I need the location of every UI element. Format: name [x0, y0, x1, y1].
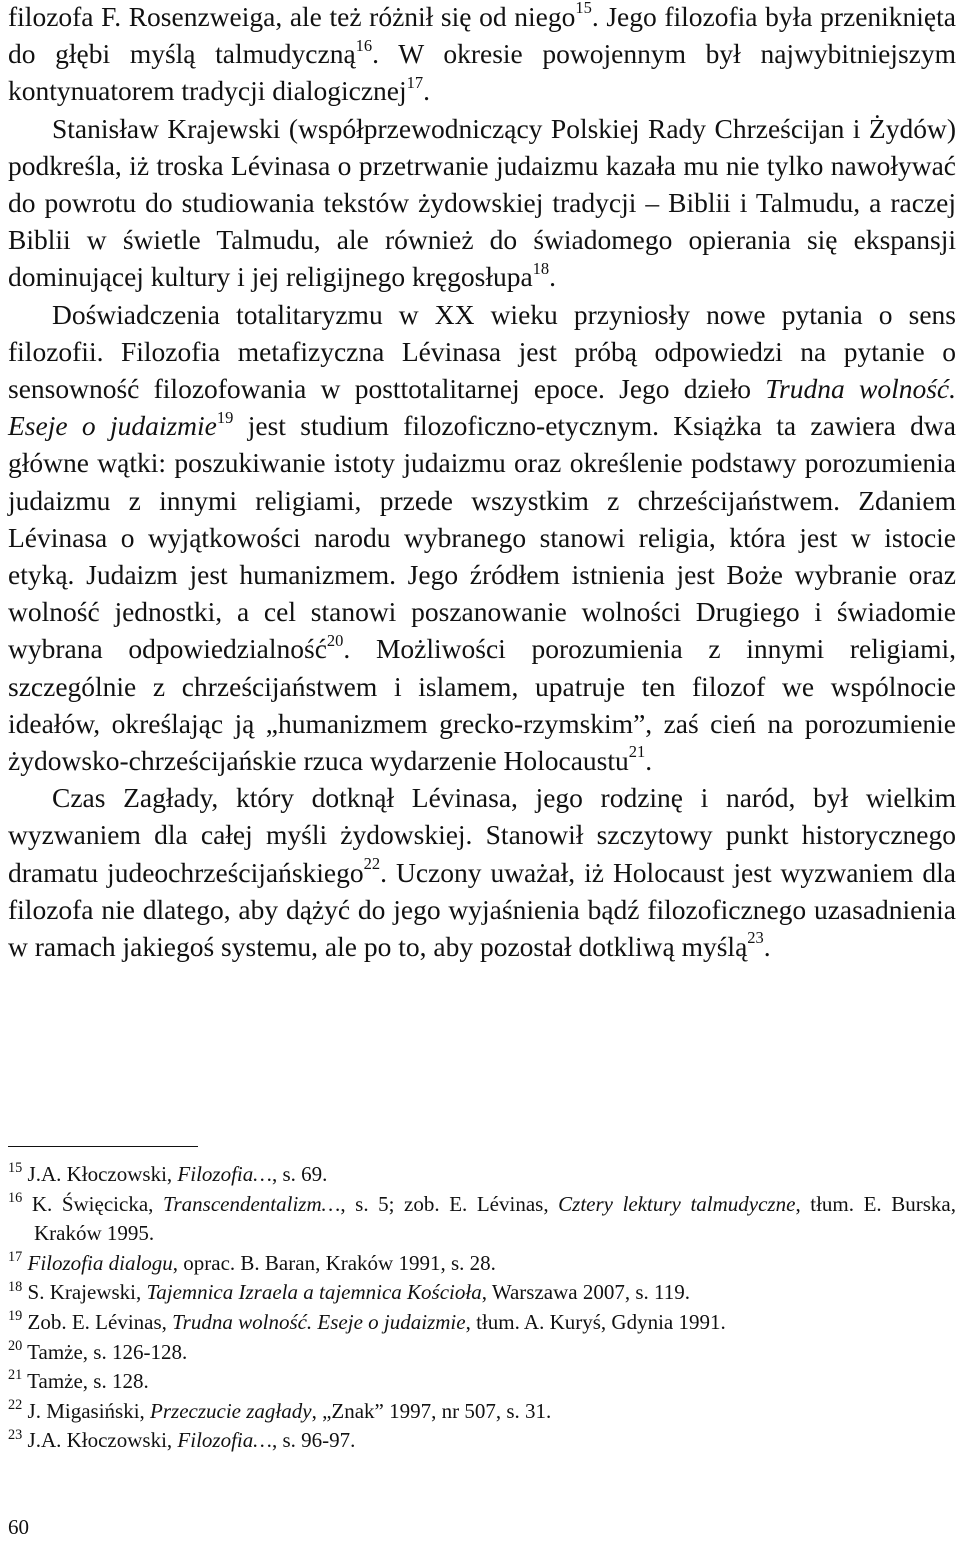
footnote	[8, 1249, 956, 1279]
footnote-text: K. Święcicka,	[31, 1191, 163, 1216]
footnote	[8, 1367, 956, 1397]
paragraph-footnote-ref: 22	[363, 854, 381, 874]
footnote-italic-text: Trudna wolność. Eseje o judaizmie	[172, 1309, 466, 1334]
paragraph-text: . Uczony uważał, iż Holocaust jest wyzwaniem dla filozofa nie dlatego, aby dążyć do jego wyjaśnienia bądź filozoficznego uzasadnienia w ramach jakiegoś systemu, ale po to, aby pozostał dotkliwą myślą	[8, 856, 956, 963]
footnote-number: 17	[8, 1249, 23, 1266]
paragraph-footnote-ref: 23	[747, 928, 764, 948]
footnote	[8, 1190, 956, 1249]
footnote-text: Tamże, s. 128.	[27, 1369, 149, 1394]
footnote-text: , s. 5; zob. E. Lévinas,	[340, 1191, 559, 1216]
footnote-text: Zob. E. Lévinas,	[27, 1309, 173, 1334]
footnote-text: , Warszawa 2007, s. 119.	[481, 1280, 690, 1305]
footnote-text: , s. 96-97.	[271, 1428, 356, 1453]
paragraph	[8, 110, 956, 296]
footnote-text: , s. 69.	[271, 1162, 328, 1186]
footnote-text: , tłum. A. Kuryś, Gdynia 1991.	[465, 1309, 726, 1334]
paragraph-text: .	[549, 261, 557, 293]
footnote-number: 16	[8, 1189, 23, 1206]
footnote-italic-text: Filozofia…	[177, 1162, 272, 1186]
paragraph-text: .	[423, 75, 430, 107]
footnote-number: 23	[8, 1426, 23, 1443]
footnote	[8, 1278, 956, 1308]
paragraph-footnote-ref: 21	[628, 742, 646, 762]
paragraph-italic-text: Trudna wolność. Eseje o judaizmie	[8, 373, 956, 442]
footnote	[8, 1397, 956, 1427]
paragraph-footnote-ref: 18	[532, 258, 550, 278]
footnote-text: , tłum. E. Burska, Kraków 1995.	[34, 1191, 956, 1246]
paragraph-footnote-ref: 16	[355, 35, 373, 55]
footnote-italic-text: Transcendentalizm…	[162, 1191, 341, 1216]
footnotes	[8, 1160, 956, 1456]
footnote-number: 15	[8, 1160, 23, 1177]
paragraph-text: . Możliwości porozumienia z innymi religiami, szczególnie z chrześcijaństwem i islamem, upatruje ten filozof we wspólnocie ideałów, określając ją „humanizmem grecko-rzymskim”, zaś cień na porozumienie żydowsko-chrześcijańskie rzuca wydarzenie Holocaustu	[8, 633, 956, 777]
footnote-number: 21	[8, 1367, 23, 1384]
footnote-text: J. Migasiński,	[27, 1398, 151, 1423]
page-number: 60	[8, 1515, 29, 1539]
paragraph-footnote-ref: 20	[326, 630, 344, 650]
paragraph	[8, 296, 956, 780]
footnote-italic-text: Przeczucie zagłady	[150, 1398, 312, 1423]
footnote-text: J.A. Kłoczowski,	[27, 1162, 178, 1186]
paragraph-text: Doświadczenia totalitaryzmu w XX wieku przyniosły nowe pytania o sens filozofii. Filozofia metafizyczna Lévinasa jest próbą odpowiedzi na pytanie o sensowność filozofowania w posttotalitarnej epoce. Jego dzieło	[8, 298, 956, 405]
paragraph-footnote-ref: 17	[406, 72, 424, 92]
body-text	[8, 0, 956, 965]
footnote-number: 19	[8, 1308, 23, 1325]
footnote-number: 22	[8, 1397, 23, 1414]
footnote-italic-text: Filozofia…	[177, 1428, 272, 1453]
footnote-text: S. Krajewski,	[27, 1280, 147, 1305]
paragraph-text: Stanisław Krajewski (współprzewodniczący Polskiej Rady Chrześcijan i Żydów) podkreśla, iż troska Lévinasa o przetrwanie judaizmu kazała mu nie tylko nawoływać do powrotu do studiowania tekstów żydowskiej tradycji – Biblii i Talmudu, a raczej Biblii w świetle Talmudu, ale również do świadomego opierania się ekspansji dominującej kultury i jej religijnego kręgosłupa	[8, 112, 956, 293]
footnote	[8, 1426, 956, 1456]
paragraph	[8, 779, 956, 965]
paragraph-footnote-ref: 19	[216, 407, 234, 427]
paragraph-text: Czas Zagłady, który dotknął Lévinasa, jego rodzinę i naród, był wielkim wyzwaniem dla całej myśli żydowskiej. Stanowił szczytowy punkt historycznego dramatu judeochrześcijańskiego	[8, 782, 956, 888]
footnote-text: , „Znak” 1997, nr 507, s. 31.	[311, 1398, 552, 1423]
paragraph-text: filozofa F. Rosenzweiga, ale też różnił się od niego	[8, 1, 576, 32]
footnote	[8, 1338, 956, 1368]
paragraph-footnote-ref: 15	[575, 0, 592, 18]
footnote-number: 20	[8, 1337, 23, 1354]
footnote-italic-text: Filozofia dialogu	[27, 1250, 173, 1275]
footnote-number: 18	[8, 1278, 23, 1295]
footnote-italic-text: Tajemnica Izraela a tajemnica Kościoła	[146, 1280, 482, 1305]
footnote	[8, 1308, 956, 1338]
paragraph-text: . W okresie powojennym był najwybitniejszym kontynuatorem tradycji dialogicznej	[8, 38, 956, 107]
footnote-separator	[8, 1146, 198, 1147]
paragraph-text: jest studium filozoficzno-etycznym. Książka ta zawiera dwa główne wątki: poszukiwanie istoty judaizmu oraz określenie podstawy porozumienia judaizmu z innymi religiami, przede wszystkim z chrześcijaństwem. Zdaniem Lévinasa o wyjątkowości narodu wybranego stanowi religia, która jest w istocie etyką. Judaizm jest humanizmem. Jego źródłem istnienia jest Boże wybranie oraz wolność jednostki, a cel stanowi poszanowanie wolności Drugiego i świadomie wybrana odpowiedzialność	[8, 410, 956, 665]
paragraph-text: .	[645, 745, 653, 777]
paragraph	[8, 0, 956, 110]
footnote-text: Tamże, s. 126-128.	[27, 1339, 188, 1364]
footnote-italic-text: Cztery lektury talmudyczne	[558, 1191, 796, 1216]
paragraph-text: .	[763, 931, 771, 963]
footnote-text: J.A. Kłoczowski,	[27, 1428, 178, 1453]
paragraph-text: . Jego filozofia była przeniknięta do głębi myślą talmudyczną	[8, 1, 956, 70]
footnote-text: , oprac. B. Baran, Kraków 1991, s. 28.	[172, 1250, 496, 1275]
footnote	[8, 1160, 956, 1190]
